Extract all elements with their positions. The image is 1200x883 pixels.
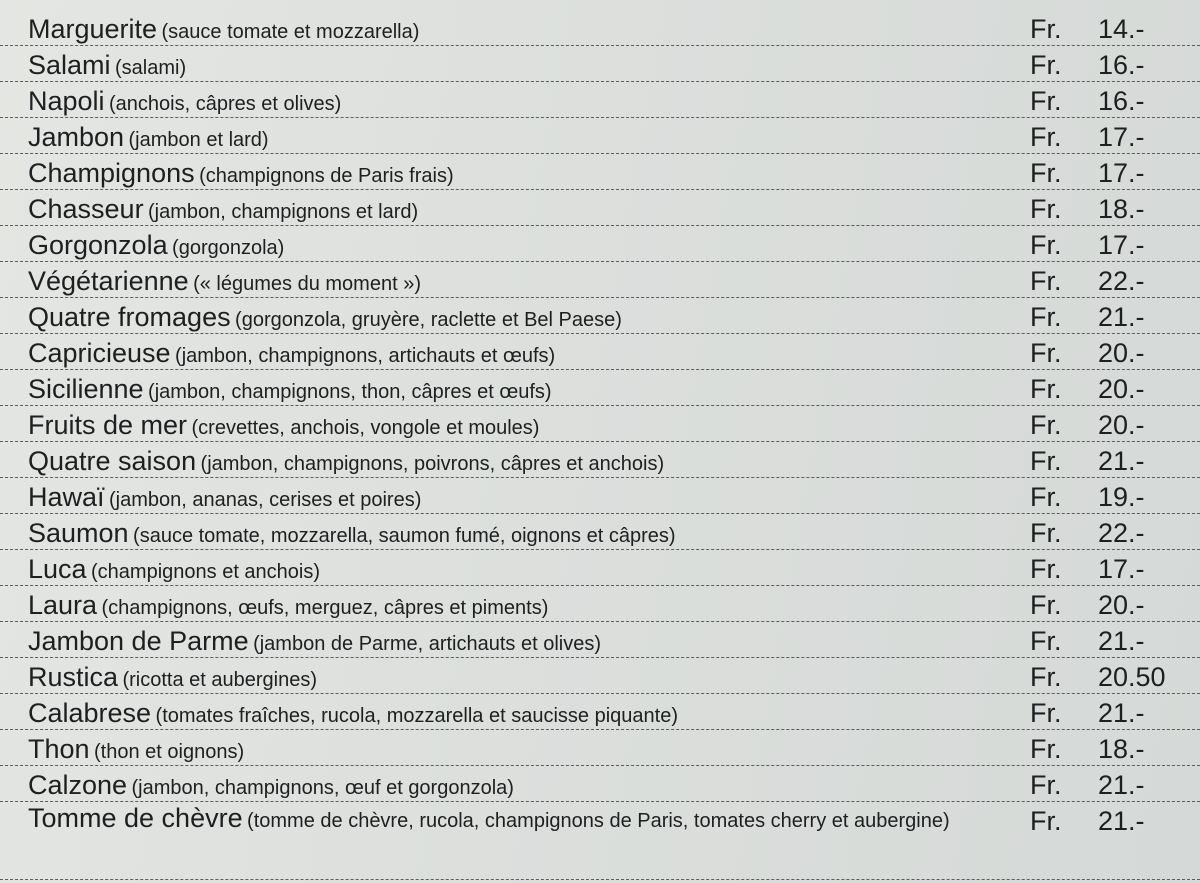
menu-item-currency: Fr. — [1030, 698, 1062, 728]
menu-item-price: 18.- — [1098, 734, 1145, 764]
menu-item-name: Tomme de chèvre — [28, 803, 243, 833]
menu-row — [0, 10, 1200, 46]
menu-row — [0, 586, 1200, 622]
menu-row — [0, 334, 1200, 370]
menu-item-price: 14.- — [1098, 14, 1145, 44]
menu-item-ingredients: (tomme de chèvre, rucola, champignons de Paris, tomates cherry et aubergine) — [247, 810, 950, 832]
menu-item-currency: Fr. — [1030, 518, 1062, 548]
menu-item-name: Marguerite — [28, 14, 158, 44]
menu-item-price: 18.- — [1098, 194, 1145, 224]
menu-row — [0, 514, 1200, 550]
menu-row — [0, 478, 1200, 514]
menu-item-ingredients: (jambon et lard) — [128, 129, 269, 151]
menu-item-ingredients: (sauce tomate et mozzarella) — [161, 21, 420, 43]
menu-item-name: Hawaï — [28, 482, 105, 512]
menu-item-currency: Fr. — [1030, 158, 1062, 188]
menu-item-currency: Fr. — [1030, 410, 1062, 440]
menu-item-description — [28, 734, 244, 769]
menu-item-description — [28, 554, 320, 589]
menu-item-name: Gorgonzola — [28, 230, 168, 260]
menu-item-description — [28, 50, 186, 85]
menu-item-description — [28, 803, 988, 835]
menu-item-description — [28, 266, 421, 301]
menu-item-price: 21.- — [1098, 302, 1145, 332]
menu-item-currency: Fr. — [1030, 50, 1062, 80]
menu-item-description — [28, 230, 284, 265]
menu-row — [0, 658, 1200, 694]
menu-row — [0, 406, 1200, 442]
menu-item-currency: Fr. — [1030, 554, 1062, 584]
menu-row — [0, 46, 1200, 82]
menu-item-description — [28, 626, 601, 661]
menu-item-price: 17.- — [1098, 122, 1145, 152]
menu-item-name: Quatre saison — [28, 446, 197, 476]
menu-item-name: Végétarienne — [28, 266, 189, 296]
menu-item-ingredients: (jambon, ananas, cerises et poires) — [108, 489, 422, 511]
menu-item-name: Luca — [28, 554, 87, 584]
menu-item-name: Quatre fromages — [28, 302, 231, 332]
menu-item-name: Calzone — [28, 770, 128, 800]
menu-item-price: 22.- — [1098, 266, 1145, 296]
menu-item-price: 21.- — [1098, 806, 1145, 836]
menu-row — [0, 226, 1200, 262]
menu-row — [0, 82, 1200, 118]
menu-item-currency: Fr. — [1030, 662, 1062, 692]
menu-item-price: 20.- — [1098, 410, 1145, 440]
menu-item-currency: Fr. — [1030, 266, 1062, 296]
menu-item-ingredients: (salami) — [114, 57, 187, 79]
menu-item-name: Sicilienne — [28, 374, 144, 404]
menu-item-ingredients: (champignons, œufs, merguez, câpres et piments) — [101, 597, 549, 619]
menu-row — [0, 802, 1200, 880]
menu-row — [0, 442, 1200, 478]
menu-row — [0, 694, 1200, 730]
menu-item-description — [28, 194, 418, 229]
menu-item-price: 20.50 — [1098, 662, 1166, 692]
menu-item-currency: Fr. — [1030, 194, 1062, 224]
menu-item-ingredients: (jambon, champignons, thon, câpres et œufs) — [148, 381, 552, 403]
menu-item-price: 20.- — [1098, 338, 1145, 368]
menu-item-description — [28, 374, 552, 409]
menu-item-price: 16.- — [1098, 50, 1145, 80]
menu-row — [0, 118, 1200, 154]
menu-item-currency: Fr. — [1030, 482, 1062, 512]
menu-item-name: Salami — [28, 50, 111, 80]
menu-item-ingredients: (gorgonzola) — [172, 237, 285, 259]
menu-item-description — [28, 662, 317, 697]
menu-row — [0, 370, 1200, 406]
menu-item-ingredients: (jambon, champignons, artichauts et œufs) — [175, 345, 556, 367]
menu-item-description — [28, 518, 676, 553]
menu-item-description — [28, 698, 678, 733]
menu-item-price: 20.- — [1098, 374, 1145, 404]
menu-item-ingredients: (champignons de Paris frais) — [199, 165, 454, 187]
menu-item-currency: Fr. — [1030, 374, 1062, 404]
menu-item-ingredients: (champignons et anchois) — [91, 561, 321, 583]
menu-item-name: Fruits de mer — [28, 410, 188, 440]
menu-item-description — [28, 770, 514, 805]
menu-item-description — [28, 158, 454, 193]
menu-item-currency: Fr. — [1030, 338, 1062, 368]
menu-item-ingredients: (jambon, champignons, poivrons, câpres et anchois) — [200, 453, 665, 475]
menu-item-ingredients: (crevettes, anchois, vongole et moules) — [191, 417, 540, 439]
menu-item-description — [28, 482, 421, 517]
menu-item-price: 20.- — [1098, 590, 1145, 620]
menu-item-ingredients: (ricotta et aubergines) — [122, 669, 318, 691]
menu-item-ingredients: (sauce tomate, mozzarella, saumon fumé, oignons et câpres) — [133, 525, 676, 547]
menu-item-name: Napoli — [28, 86, 105, 116]
menu-item-ingredients: (jambon, champignons et lard) — [148, 201, 419, 223]
menu-item-price: 22.- — [1098, 518, 1145, 548]
menu-item-price: 21.- — [1098, 698, 1145, 728]
menu-item-name: Chasseur — [28, 194, 144, 224]
menu-item-currency: Fr. — [1030, 626, 1062, 656]
menu-item-ingredients: (gorgonzola, gruyère, raclette et Bel Paese) — [235, 309, 622, 331]
menu-item-currency: Fr. — [1030, 734, 1062, 764]
menu-item-price: 19.- — [1098, 482, 1145, 512]
menu-item-name: Jambon — [28, 122, 125, 152]
menu-item-currency: Fr. — [1030, 806, 1062, 836]
menu-item-ingredients: (« légumes du moment ») — [193, 273, 421, 295]
menu-item-ingredients: (jambon, champignons, œuf et gorgonzola) — [131, 777, 514, 799]
menu-item-currency: Fr. — [1030, 590, 1062, 620]
menu-item-currency: Fr. — [1030, 14, 1062, 44]
menu-item-ingredients: (tomates fraîches, rucola, mozzarella et saucisse piquante) — [155, 705, 678, 727]
menu-item-description — [28, 446, 664, 481]
menu-item-currency: Fr. — [1030, 770, 1062, 800]
menu-row — [0, 262, 1200, 298]
menu-item-ingredients: (thon et oignons) — [94, 741, 245, 763]
menu-item-name: Saumon — [28, 518, 129, 548]
menu-row — [0, 154, 1200, 190]
menu-item-name: Laura — [28, 590, 98, 620]
menu-item-currency: Fr. — [1030, 302, 1062, 332]
menu-item-ingredients: (jambon de Parme, artichauts et olives) — [253, 633, 602, 655]
menu-row — [0, 298, 1200, 334]
menu-item-currency: Fr. — [1030, 122, 1062, 152]
menu-item-currency: Fr. — [1030, 86, 1062, 116]
menu-item-price: 17.- — [1098, 158, 1145, 188]
menu-item-currency: Fr. — [1030, 446, 1062, 476]
menu-item-description — [28, 338, 555, 373]
menu-item-name: Capricieuse — [28, 338, 171, 368]
menu-row — [0, 622, 1200, 658]
menu-item-description — [28, 122, 269, 157]
menu-item-price: 21.- — [1098, 446, 1145, 476]
menu-item-name: Jambon de Parme — [28, 626, 249, 656]
menu-row — [0, 766, 1200, 802]
menu-item-name: Rustica — [28, 662, 119, 692]
menu-item-price: 21.- — [1098, 770, 1145, 800]
menu-row — [0, 550, 1200, 586]
menu-item-description — [28, 590, 548, 625]
menu-row — [0, 190, 1200, 226]
menu-item-currency: Fr. — [1030, 230, 1062, 260]
menu-item-description — [28, 86, 341, 121]
menu-item-name: Champignons — [28, 158, 195, 188]
menu-item-price: 17.- — [1098, 554, 1145, 584]
menu-item-price: 17.- — [1098, 230, 1145, 260]
menu-item-description — [28, 410, 539, 445]
menu-item-name: Thon — [28, 734, 90, 764]
menu-item-description — [28, 302, 622, 337]
menu-item-name: Calabrese — [28, 698, 152, 728]
menu-item-price: 16.- — [1098, 86, 1145, 116]
menu-item-ingredients: (anchois, câpres et olives) — [109, 93, 342, 115]
menu-item-price: 21.- — [1098, 626, 1145, 656]
menu-item-description — [28, 14, 419, 49]
menu-row — [0, 730, 1200, 766]
